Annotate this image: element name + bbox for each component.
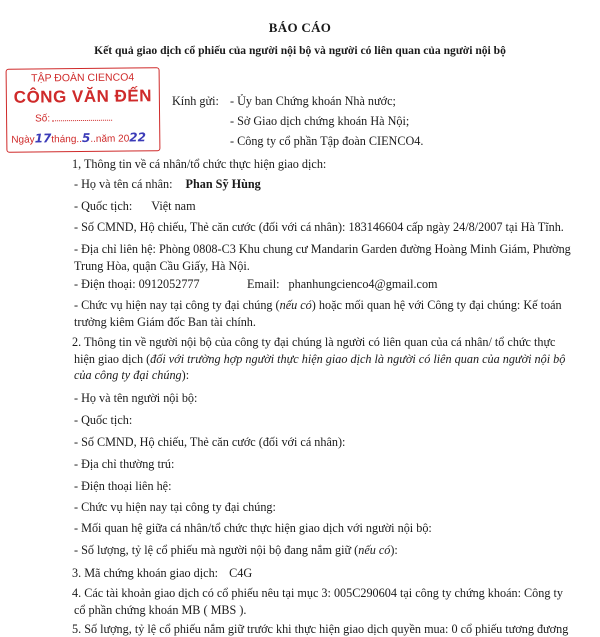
holding-pre: - Số lượng, tỷ lệ cổ phiếu mà người nội bộ đang nắm giữ ( (74, 543, 359, 557)
id-row: - Số CMND, Hộ chiếu, Thẻ căn cước (đối với cá nhân): 183146604 cấp ngày 24/8/2007 tại Hà Tĩnh. (74, 220, 564, 234)
name-value: Phan Sỹ Hùng (185, 177, 261, 191)
phone-label: - Điện thoại: (74, 277, 136, 291)
insider-nationality-field: - Quốc tịch: (74, 413, 133, 427)
section2-heading-ital: đối với trường hợp người thực hiện giao dịch là người có liên quan của người nội bộ (150, 352, 566, 366)
section1-heading: 1, Thông tin về cá nhân/tổ chức thực hiện giao dịch: (72, 157, 327, 171)
stamp-year: 22 (129, 130, 147, 145)
nationality-value: Việt nam (151, 199, 196, 213)
stamp-month-label: tháng (51, 134, 77, 146)
section3-row (72, 566, 252, 581)
stamp-so-label: Số: (35, 113, 51, 125)
holding-post: ): (390, 543, 398, 557)
position-ital: nếu có (279, 298, 312, 312)
section4-line-1: 4. Các tài khoản giao dịch có cổ phiếu nêu tại mục 3: 005C290604 tại công ty chứng khoán: Công ty (72, 586, 563, 600)
insider-phone-field: - Điện thoại liên hệ: (74, 479, 172, 493)
section2-heading-line-3 (74, 368, 189, 383)
stamp-label: CÔNG VĂN ĐẾN (13, 86, 153, 107)
insider-address-field: - Địa chỉ thường trú: (74, 457, 175, 471)
address-line-2: Trung Hòa, quận Cầu Giấy, Hà Nội. (74, 259, 250, 273)
insider-name-field: - Họ và tên người nội bộ: (74, 391, 198, 405)
stamp-date: Ngày17tháng..5..năm 2022 (11, 130, 147, 146)
stamp-year-label: năm 20 (95, 133, 130, 145)
insider-id-field: - Số CMND, Hộ chiếu, Thẻ căn cước (đối với cá nhân): (74, 435, 346, 449)
stamp-org: TẬP ĐOÀN CIENCO4 (31, 71, 135, 85)
position-line-1 (74, 298, 562, 313)
section3-value: C4G (229, 566, 253, 580)
stamp-month: 5 (81, 130, 91, 146)
phone-value: 0912052777 (138, 277, 200, 291)
section2-heading-post: ): (181, 368, 190, 382)
section2-heading-line-1: 2. Thông tin về người nội bộ của công ty đại chúng là người có liên quan của cá nhân/ tổ chức thực (72, 335, 556, 349)
stamp-date-prefix: Ngày (11, 134, 35, 146)
recipient-2: - Sở Giao dịch chứng khoán Hà Nội; (230, 114, 410, 128)
position-post: ) hoặc mối quan hệ với Công ty đại chúng: Kế toán (311, 298, 562, 312)
recipient-3: - Công ty cổ phần Tập đoàn CIENCO4. (230, 134, 424, 148)
name-label: - Họ và tên cá nhân: (74, 177, 173, 191)
section5-line-1: 5. Số lượng, tỷ lệ cổ phiếu nắm giữ trước khi thực hiện giao dịch quyền mua: 0 cổ phiếu tương đương (72, 622, 569, 636)
section2-heading-line-2 (74, 352, 565, 367)
nationality-row (74, 199, 196, 214)
insider-relationship-field: - Mối quan hệ giữa cá nhân/tổ chức thực hiện giao dịch với người nội bộ: (74, 521, 432, 535)
email-label: Email: (247, 277, 280, 291)
address-line-1: - Địa chỉ liên hệ: Phòng 0808-C3 Khu chung cư Mandarin Garden đường Hoàng Minh Giám, Phường (74, 242, 571, 256)
recipient-1: - Ủy ban Chứng khoán Nhà nước; (230, 94, 396, 108)
section2-heading-ital-2: của công ty đại chúng (74, 368, 182, 382)
phone-row (74, 277, 200, 292)
name-row (74, 177, 261, 192)
section2-heading-pre: hiện giao dịch ( (74, 352, 151, 366)
holding-ital: nếu có (358, 543, 391, 557)
insider-position-field: - Chức vụ hiện nay tại công ty đại chúng: (74, 500, 276, 514)
stamp-day: 17 (34, 131, 52, 146)
email-value: phanhungcienco4@gmail.com (288, 277, 438, 291)
nationality-label: - Quốc tịch: (74, 199, 133, 213)
position-line-2: trưởng kiêm Giám đốc Ban tài chính. (74, 315, 256, 329)
recipients-label: Kính gửi: (172, 94, 219, 108)
stamp-number (35, 113, 112, 125)
incoming-document-stamp (6, 67, 161, 153)
position-pre: - Chức vụ hiện nay tại công ty đại chúng ( (74, 298, 280, 312)
section3-label: 3. Mã chứng khoán giao dịch: (72, 566, 219, 580)
insider-holding-field (74, 543, 398, 558)
section4-line-2: cổ phần chứng khoán MB ( MBS ). (74, 603, 247, 617)
report-subtitle: Kết quả giao dịch cổ phiếu của người nội bộ và người có liên quan của người nội bộ (94, 44, 506, 57)
email-row (247, 277, 438, 292)
report-title: BÁO CÁO (268, 20, 332, 35)
